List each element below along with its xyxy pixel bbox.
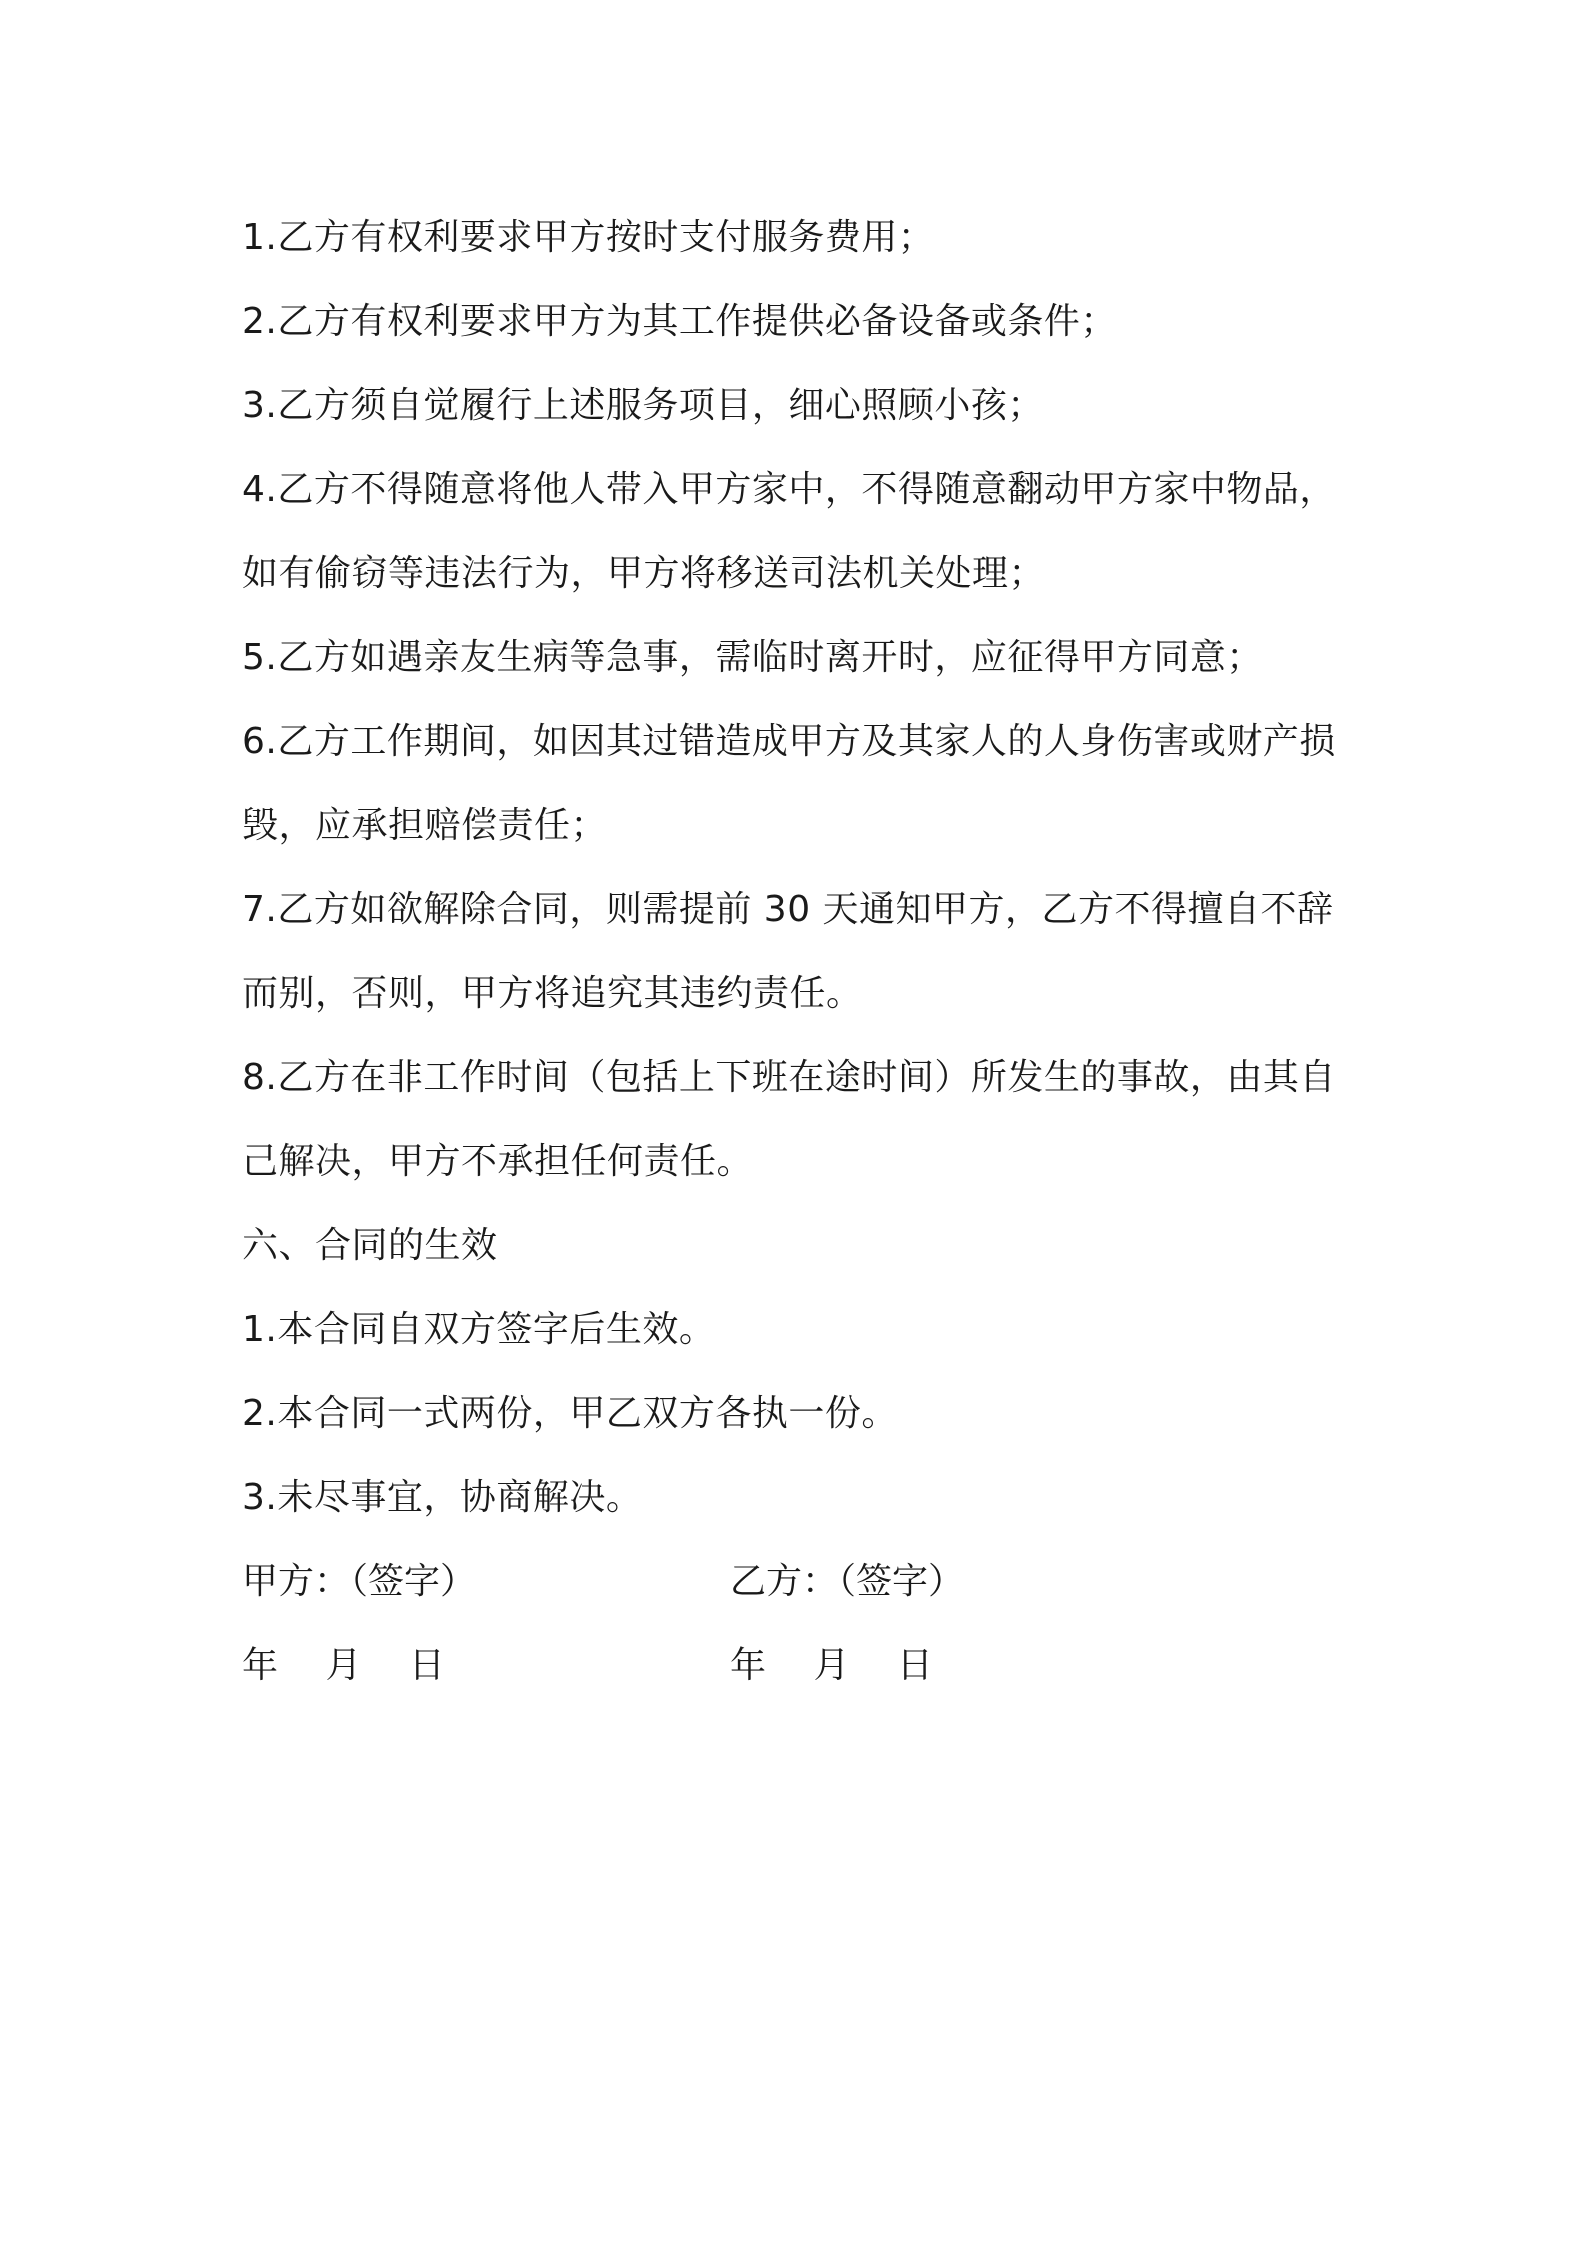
clause-7-line-2: 而别，否则，甲方将追究其违约责任。	[242, 973, 863, 1014]
date-row	[242, 1624, 1352, 1708]
clause-8-line-1: 8.乙方在非工作时间（包括上下班在途时间）所发生的事故，由其自	[242, 1057, 1336, 1098]
effect-clause-3: 3.未尽事宜，协商解决。	[242, 1477, 643, 1518]
effect-clause-2: 2.本合同一式两份，甲乙双方各执一份。	[242, 1393, 898, 1434]
party-a-date: 年 月 日	[242, 1645, 445, 1686]
signature-row	[242, 1540, 1352, 1624]
party-b-signature: 乙方：（签字）	[730, 1561, 965, 1602]
clause-4-line-2: 如有偷窃等违法行为，甲方将移送司法机关处理；	[242, 553, 1046, 594]
clause-6-line-1: 6.乙方工作期间，如因其过错造成甲方及其家人的人身伤害或财产损	[242, 721, 1336, 762]
clause-4-line-1: 4.乙方不得随意将他人带入甲方家中，不得随意翻动甲方家中物品，	[242, 469, 1336, 510]
clause-2: 2.乙方有权利要求甲方为其工作提供必备设备或条件；	[242, 301, 1117, 342]
clause-7-line-1: 7.乙方如欲解除合同，则需提前 30 天通知甲方，乙方不得擅自不辞	[242, 889, 1334, 930]
section-heading: 六、合同的生效	[242, 1225, 498, 1266]
clause-5: 5.乙方如遇亲友生病等急事，需临时离开时，应征得甲方同意；	[242, 637, 1263, 678]
clause-8-line-2: 己解决，甲方不承担任何责任。	[242, 1141, 754, 1182]
document-body	[242, 196, 1352, 1708]
effect-clause-1: 1.本合同自双方签字后生效。	[242, 1309, 716, 1350]
clause-1: 1.乙方有权利要求甲方按时支付服务费用；	[242, 217, 935, 258]
party-a-signature: 甲方：（签字）	[242, 1561, 477, 1602]
clause-6-line-2: 毁，应承担赔偿责任；	[242, 805, 608, 846]
clause-3: 3.乙方须自觉履行上述服务项目，细心照顾小孩；	[242, 385, 1044, 426]
party-b-date: 年 月 日	[730, 1645, 933, 1686]
